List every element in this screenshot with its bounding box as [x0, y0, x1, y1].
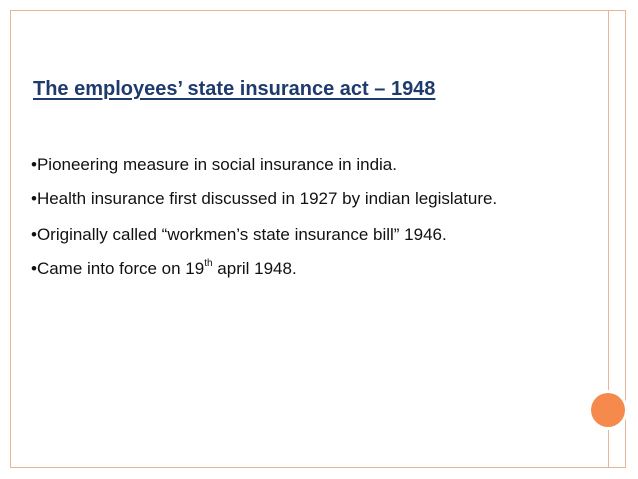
- orange-circle-icon: [591, 393, 625, 427]
- slide-title: The employees’ state insurance act – 1948: [33, 78, 436, 100]
- bullet-item: •Pioneering measure in social insurance in india.: [31, 155, 397, 174]
- bullet-list: [31, 154, 591, 292]
- bullet-text: april 1948.: [212, 259, 297, 278]
- bullet-text: •Came into force on 19: [31, 259, 205, 278]
- bullet-item: •Health insurance first discussed in 1927 by indian legislature.: [31, 189, 498, 208]
- bullet-item: [31, 258, 591, 280]
- bullet-item: •Originally called “workmen’s state insurance bill” 1946.: [31, 225, 447, 244]
- ordinal-suffix: th: [204, 258, 213, 270]
